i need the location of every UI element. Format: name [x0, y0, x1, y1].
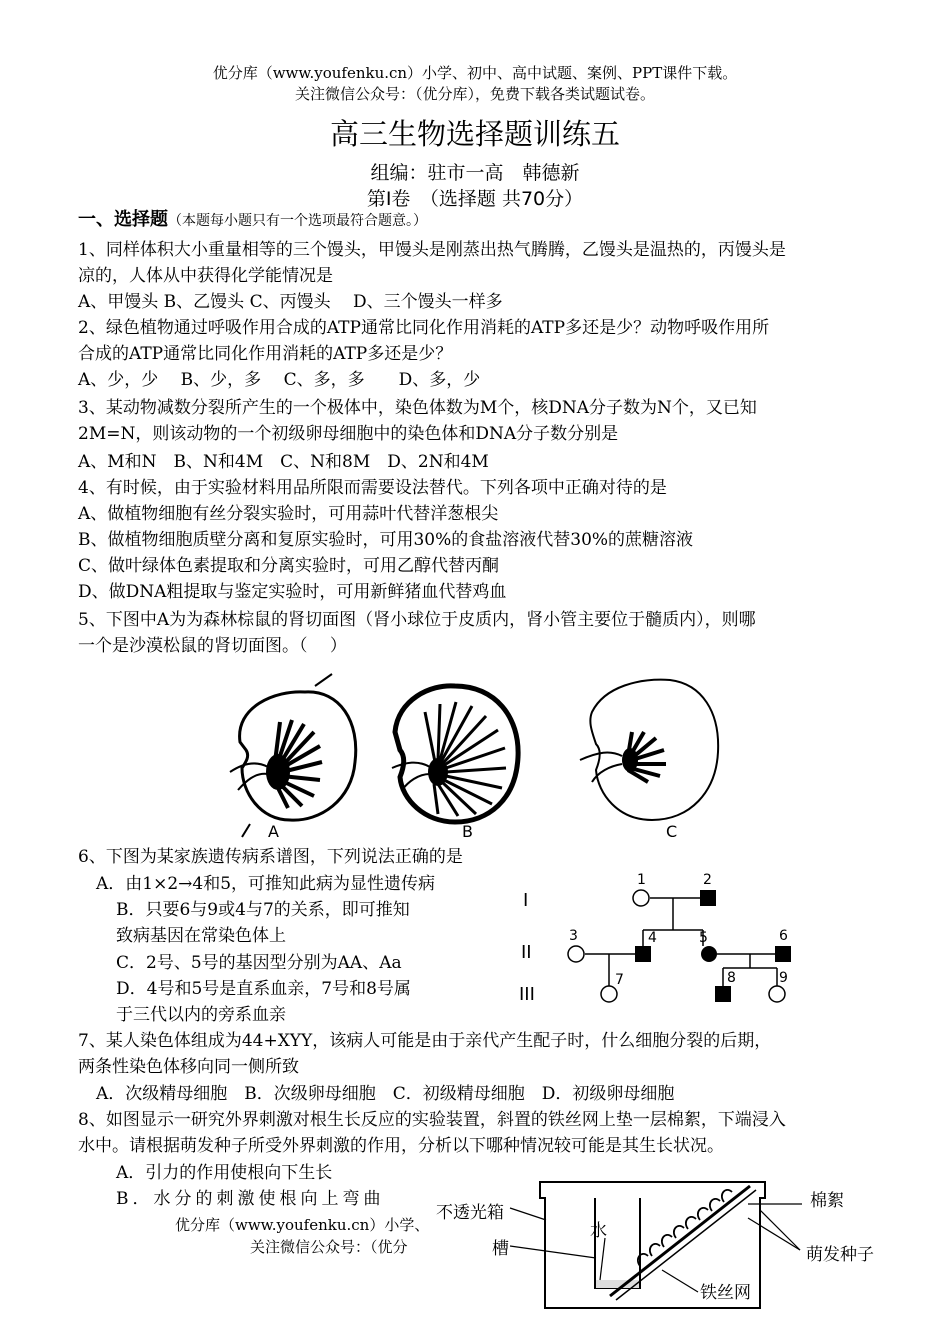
compiler: 组编：驻市一高 韩德新 [370, 162, 580, 184]
number-3: 3 [569, 928, 578, 944]
q2-stem-2: 合成的ATP通常比同化作用消耗的ATP多还是少？ [78, 344, 453, 364]
q2-stem-1: 2、绿色植物通过呼吸作用合成的ATP通常比同化作用消耗的ATP多还是少？动物呼吸作用所 [78, 318, 770, 338]
q5-stem-1: 5、下图中A为为森林棕鼠的肾切面图（肾小球位于皮质内，肾小管主要位于髓质内），则哪 [78, 610, 756, 630]
q8-option-a: A．引力的作用使根向下生长 [116, 1163, 333, 1183]
generation-label-3: III [519, 984, 535, 1005]
q7-options: A．次级精母细胞 B．次级卵母细胞 C．初级精母细胞 D．初级卵母细胞 [96, 1084, 675, 1104]
number-4: 4 [648, 930, 657, 946]
individual-2 [700, 890, 716, 906]
q2-options: A、少，少 B、少，多 C、多，多 D、多，少 [78, 370, 481, 390]
doc-title: 高三生物选择题训练五 [329, 117, 620, 151]
individual-8 [715, 986, 731, 1002]
q4-stem: 4、有时候，由于实验材料用品所限而需要设法替代。下列各项中正确对待的是 [78, 478, 667, 498]
individual-4 [635, 946, 651, 962]
q4-option-a: A、做植物细胞有丝分裂实验时，可用蒜叶代替洋葱根尖 [78, 504, 499, 524]
number-8: 8 [727, 970, 736, 986]
q7-stem-2: 两条性染色体移向同一侧所致 [78, 1057, 299, 1077]
kidney-a [230, 674, 356, 837]
label-opaque-box: 不透光箱 [436, 1203, 504, 1223]
number-2: 2 [703, 872, 712, 888]
q1-stem-1: 1、同样体积大小重量相等的三个馒头，甲馒头是刚蒸出热气腾腾，乙馒头是温热的，丙馒头是 [78, 240, 786, 260]
kidney-label-c: C [666, 822, 678, 841]
kidney-c [580, 680, 718, 820]
number-6: 6 [779, 928, 788, 944]
q6-option-a: A．由1×2→4和5，可推知此病为显性遗传病 [96, 874, 436, 894]
q6-option-b-1: B．只要6与9或4与7的关系，即可推知 [116, 900, 410, 920]
generation-label-2: II [521, 942, 532, 963]
q6-option-d-2: 于三代以内的旁系血亲 [116, 1005, 286, 1025]
number-9: 9 [779, 970, 788, 986]
kidney-figure [220, 672, 740, 844]
number-5: 5 [699, 930, 708, 946]
q6-option-c: C．2号、5号的基因型分别为AA、Aa [116, 953, 402, 973]
section-note: （本题每小题只有一个选项最符合题意。） [168, 213, 427, 229]
q6-option-d-1: D．4号和5号是直系血亲，7号和8号属 [116, 979, 411, 999]
generation-label-1: I [523, 890, 529, 911]
q1-stem-2: 凉的，人体从中获得化学能情况是 [78, 266, 333, 286]
label-trough: 槽 [492, 1239, 509, 1259]
q3-stem-2: 2M=N，则该动物的一个初级卵母细胞中的染色体和DNA分子数分别是 [78, 424, 619, 444]
individual-6 [775, 946, 791, 962]
q5-stem-2: 一个是沙漠松鼠的肾切面图。（ ） [78, 636, 347, 656]
q8-stem-2: 水中。请根据萌发种子所受外界刺激的作用，分析以下哪种情况较可能是其生长状况。 [78, 1136, 724, 1156]
wire-mesh [610, 1186, 750, 1296]
header-line-2: 关注微信公众号：（优分库），免费下载各类试题试卷。 [294, 85, 655, 103]
individual-3 [568, 946, 584, 962]
footer-line-1: 优分库（www.youfenku.cn）小学、 [175, 1216, 430, 1234]
section-title: 一、选择题 [78, 209, 168, 230]
q6-option-b-2: 致病基因在常染色体上 [116, 926, 286, 946]
individual-1 [633, 890, 649, 906]
individual-5 [701, 946, 717, 962]
part-title: 第Ⅰ卷 （选择题 共70分） [366, 188, 584, 210]
footer-line-2: 关注微信公众号：（优分 [250, 1238, 408, 1256]
q1-options: A、甲馒头 B、乙馒头 C、丙馒头 D、三个馒头一样多 [78, 292, 503, 312]
individual-7 [601, 986, 617, 1002]
q4-option-b: B、做植物细胞质壁分离和复原实验时，可用30%的食盐溶液代替30%的蔗糖溶液 [78, 530, 694, 550]
germinating-seeds [638, 1190, 732, 1266]
number-7: 7 [615, 972, 624, 988]
label-mesh: 铁丝网 [700, 1283, 751, 1303]
root-growth-apparatus [430, 1168, 900, 1342]
label-seeds: 萌发种子 [806, 1245, 874, 1265]
kidney-b [392, 686, 518, 822]
kidney-label-a: A [268, 822, 279, 841]
q4-option-c: C、做叶绿体色素提取和分离实验时，可用乙醇代替丙酮 [78, 556, 500, 576]
q6-stem: 6、下图为某家族遗传病系谱图，下列说法正确的是 [78, 847, 463, 867]
trough [595, 1198, 640, 1288]
q3-stem-1: 3、某动物减数分裂所产生的一个极体中，染色体数为M个，核DNA分子数为N个，又已知 [78, 398, 757, 418]
q7-stem-1: 7、某人染色体组成为44+XYY，该病人可能是由于亲代产生配子时，什么细胞分裂的后期， [78, 1031, 772, 1051]
q4-option-d: D、做DNA粗提取与鉴定实验时，可用新鲜猪血代替鸡血 [78, 582, 507, 602]
header-line-1: 优分库（www.youfenku.cn）小学、初中、高中试题、案例、PPT课件下载。 [212, 64, 738, 82]
pedigree-chart [515, 868, 805, 1018]
label-water: 水 [590, 1221, 607, 1241]
individual-9 [769, 986, 785, 1002]
q8-option-b: B．水分的刺激使根向上弯曲 [116, 1189, 385, 1209]
section-heading [78, 208, 878, 233]
q3-options: A、M和N B、N和4M C、N和8M D、2N和4M [78, 452, 489, 472]
kidney-label-b: B [462, 822, 473, 841]
number-1: 1 [637, 872, 646, 888]
q8-stem-1: 8、如图显示一研究外界刺激对根生长反应的实验装置，斜置的铁丝网上垫一层棉絮，下端浸入 [78, 1110, 786, 1130]
label-cotton: 棉絮 [810, 1191, 844, 1211]
